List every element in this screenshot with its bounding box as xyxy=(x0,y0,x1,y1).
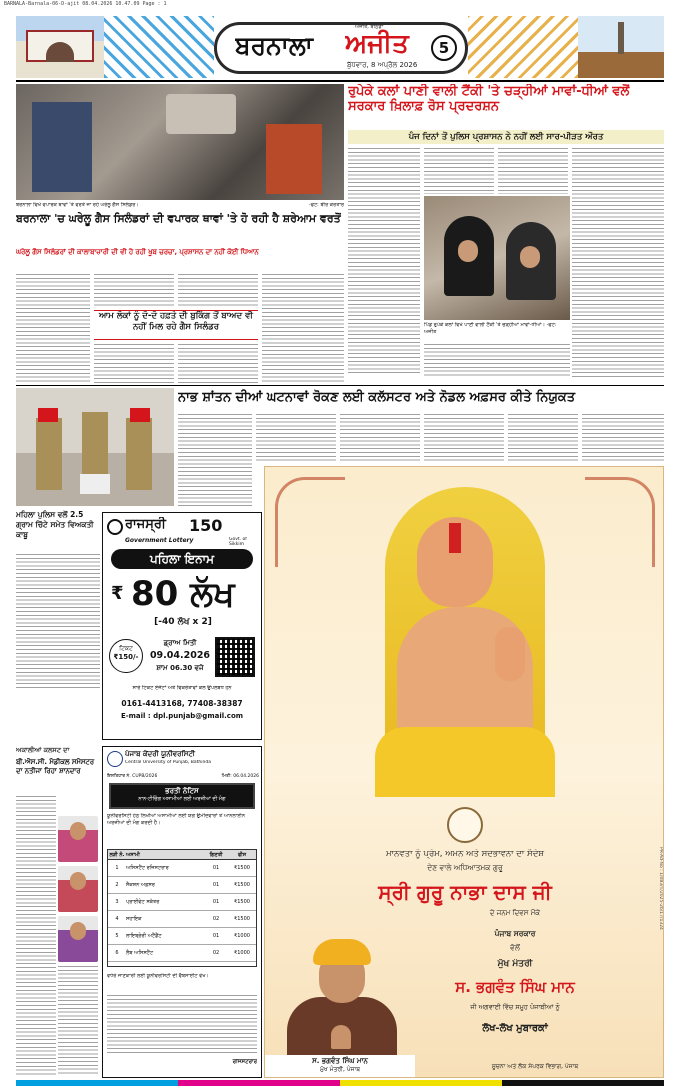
story2-body-col4 xyxy=(262,274,344,384)
story4-body xyxy=(16,554,100,688)
guru-name: ਸ੍ਰੀ ਗੁਰੂ ਨਾਭਾ ਦਾਸ ਜੀ xyxy=(378,880,552,904)
table-header-count: ਗਿਣਤੀ xyxy=(209,852,223,858)
lottery-draw-date: 09.04.2026 xyxy=(149,650,211,661)
table-cell: 3 xyxy=(115,899,119,905)
table-cell: ਲਾਇਬ੍ਰੇਰੀ ਅਟੈਂਡੈਂਟ xyxy=(126,933,162,939)
lottery-ad xyxy=(102,512,262,740)
university-notice-box xyxy=(109,783,255,809)
lottery-brand: ਰਾਜਸ੍ਰੀ xyxy=(125,517,166,532)
table-cell: ਅਸਿਸਟੈਂਟ ਰਜਿਸਟਰਾਰ xyxy=(126,865,169,871)
university-intro: ਯੂਨੀਵਰਸਿਟੀ ਹੇਠ ਲਿਖੀਆਂ ਅਸਾਮੀਆਂ ਲਈ ਯੋਗ ਉਮੀਦਵਾਰਾਂ ਤੋਂ ਆਨਲਾਈਨ ਅਰਜ਼ੀਆਂ ਦੀ ਮੰਗ ਕਰਦੀ ਹੈ। xyxy=(107,813,245,826)
table-row xyxy=(108,894,256,911)
govt-ad-ornament-right xyxy=(585,477,655,567)
story2-headline: ਬਰਨਾਲਾ 'ਚ ਘਰੇਲੂ ਗੈਸ ਸਿਲੰਡਰਾਂ ਦੀ ਵਪਾਰਕ ਥਾਵਾਂ 'ਤੇ ਹੋ ਰਹੀ ਹੈ ਸ਼ਰੇਆਮ ਵਰਤੋਂ xyxy=(16,212,341,225)
tank-photo-caption: ਪਿੰਡ ਰੁਪੇਕੇ ਕਲਾਂ ਵਿਖੇ ਪਾਣੀ ਵਾਲੀ ਟੈਂਕੀ 'ਤੇ ਚੜ੍ਹੀਆਂ ਮਾਵਾਂ-ਧੀਆਂ। -ਫੋਟੋ: ਅਜੀਤ xyxy=(424,322,557,335)
university-table xyxy=(107,849,257,967)
police-photo xyxy=(16,388,174,506)
student-photo-1 xyxy=(58,816,98,862)
lottery-ticket-badge xyxy=(109,639,143,673)
tank-protest-photo xyxy=(424,196,570,320)
lottery-prize-amount: 80 ਲੱਖ xyxy=(131,574,235,614)
masthead-banner xyxy=(214,22,468,74)
cm-caption-name: ਸ. ਭਗਵੰਤ ਸਿੰਘ ਮਾਨ xyxy=(312,1057,368,1065)
masthead-city: ਬਰਨਾਲਾ xyxy=(235,31,313,60)
lottery-draw-time: ਸ਼ਾਮ 06.30 ਵਜੇ xyxy=(156,664,204,672)
govt-ad xyxy=(264,466,664,1078)
story3-body-col2 xyxy=(256,414,336,462)
table-header-sr: ਲੜੀ ਨੰ. xyxy=(109,852,125,858)
table-cell: 01 xyxy=(212,933,220,939)
govt-greeting: ਲੱਖ-ਲੱਖ ਮੁਬਾਰਕਾਂ xyxy=(482,1023,548,1034)
table-row xyxy=(108,928,256,945)
student-photo-2 xyxy=(58,866,98,912)
table-row xyxy=(108,945,256,962)
story3-body-col6 xyxy=(582,414,664,462)
story2-body-col3 xyxy=(178,274,258,308)
lottery-footnote: ਸਾਰੇ ਟਿਕਟ ਏਜੰਟਾਂ ਅਤੇ ਵਿਕਰੇਤਾਵਾਂ ਕੋਲ ਉਪਲਬਧ ਹਨ xyxy=(132,685,232,691)
table-cell: 01 xyxy=(212,882,220,888)
university-date: ਮਿਤੀ: 06.04.2026 xyxy=(221,774,259,779)
lottery-brand-num: 150 xyxy=(189,516,223,535)
story3-body-col5 xyxy=(508,414,578,462)
university-box-line: ਨਾਨ-ਟੀਚਿੰਗ ਅਸਾਮੀਆਂ ਲਈ ਅਰਜ਼ੀਆਂ ਦੀ ਮੰਗ xyxy=(138,796,226,802)
cm-caption-title: ਮੁੱਖ ਮੰਤਰੀ, ਪੰਜਾਬ xyxy=(319,1066,361,1073)
masthead-edition: ਅਜੀਤ, ਬਠਿੰਡਾ xyxy=(355,24,384,30)
table-cell: 6 xyxy=(115,950,119,956)
masthead-pattern-left xyxy=(104,16,214,78)
story1-body-col4 xyxy=(572,148,664,378)
masthead-rule xyxy=(16,80,664,82)
govt-ro-number: PR-Ad-No : 1/083/T/2025-26/17/1324 xyxy=(658,847,663,930)
lottery-ticket-label: ਟਿਕਟ xyxy=(119,645,133,652)
govt-department: ਸੂਚਨਾ ਅਤੇ ਲੋਕ ਸੰਪਰਕ ਵਿਭਾਗ, ਪੰਜਾਬ xyxy=(491,1063,579,1070)
table-row xyxy=(108,911,256,928)
story2-body-col2 xyxy=(94,274,174,308)
masthead-tower-photo xyxy=(578,16,664,78)
cm-title: ਮੁੱਖ ਮੰਤਰੀ xyxy=(497,959,533,969)
university-ad xyxy=(102,746,262,1078)
university-footer: ਵਧੇਰੇ ਜਾਣਕਾਰੀ ਲਈ ਯੂਨੀਵਰਸਿਟੀ ਦੀ ਵੈੱਬਸਾਈਟ ਵੇਖੋ। xyxy=(107,973,209,979)
table-cell: 02 xyxy=(212,916,220,922)
print-color-strip xyxy=(16,1080,664,1086)
lottery-currency: ₹ xyxy=(111,583,124,604)
story1-headline: ਰੁਪੇਕੇ ਕਲਾਂ ਪਾਣੀ ਵਾਲੀ ਟੈਂਕੀ 'ਤੇ ਚੜ੍ਹੀਆਂ ਮਾਵਾਂ-ਧੀਆਂ ਵਲੋਂ ਸਰਕਾਰ ਖ਼ਿਲਾਫ਼ ਰੋਸ ਪ੍ਰਦਰਸ਼ਨ xyxy=(348,84,630,114)
lottery-phone: 0161-4413168, 77408-38387 xyxy=(121,699,243,708)
university-name: ਪੰਜਾਬ ਕੇਂਦਰੀ ਯੂਨੀਵਰਸਿਟੀ xyxy=(125,750,196,758)
lottery-first-prize-label: ਪਹਿਲਾ ਇਨਾਮ xyxy=(111,549,253,569)
table-cell: ਸਹਾਇਕ xyxy=(126,916,142,922)
lottery-email: E-mail : dpl.punjab@gmail.com xyxy=(120,712,244,720)
gas-photo-credit: -ਫੋਟੋ: ਬੀਰ ਕਰਤਾਰ xyxy=(308,202,344,208)
story1-subhead: ਪੰਜ ਦਿਨਾਂ ਤੋਂ ਪੁਲਿਸ ਪ੍ਰਸ਼ਾਸਨ ਨੇ ਨਹੀਂ ਲਈ ਸਾਰ-ਪੀੜਤ ਔਰਤ xyxy=(348,130,664,144)
table-cell: ਪ੍ਰਾਈਵੇਟ ਸਕੱਤਰ xyxy=(126,899,160,905)
table-cell: 4 xyxy=(115,916,119,922)
lottery-sub: Government Lottery xyxy=(125,537,194,544)
table-cell: 1 xyxy=(115,865,119,871)
cm-name: ਸ. ਭਗਵੰਤ ਸਿੰਘ ਮਾਨ xyxy=(455,978,575,996)
story5-headline: ਬੀ.ਐਸ.ਸੀ. ਮੈਡੀਕਲ ਸਮੈਸਟਰ ਦਾ ਨਤੀਜਾ ਰਿਹਾ ਸ਼ਾਨਦਾਰ xyxy=(16,758,94,775)
masthead-gate-photo xyxy=(16,16,104,78)
table-cell: ₹1500 xyxy=(234,865,250,871)
story3-body-col1 xyxy=(178,414,252,506)
govt-message-1: ਮਾਨਵਤਾ ਨੂੰ ਪ੍ਰੇਮ, ਅਮਨ ਅਤੇ ਸਦਭਾਵਨਾ ਦਾ ਸੰਦੇਸ਼ xyxy=(386,849,544,859)
story4-headline: ਮਹਿਲਾ ਪੁਲਿਸ ਵਲੋਂ 2.5 ਗ੍ਰਾਮ ਚਿੱਟੇ ਸਮੇਤ ਵਿਅਕਤੀ ਕਾਬੂ xyxy=(16,510,94,539)
story5-body xyxy=(16,796,56,1076)
govt-by: ਵੱਲੋਂ xyxy=(510,943,520,952)
story1-body-col1 xyxy=(348,148,420,376)
gas-photo-caption: ਬਰਨਾਲਾ ਵਿਖੇ ਵਪਾਰਕ ਥਾਵਾਂ 'ਤੇ ਵਰਤੇ ਜਾ ਰਹੇ ਘਰੇਲੂ ਗੈਸ ਸਿਲੰਡਰ। xyxy=(16,202,139,208)
print-slug: BARNALA-Barnala-06-D-ajit 08.04.2026 10.47.09 Page : 1 xyxy=(4,1,167,7)
table-cell: ₹1000 xyxy=(234,950,250,956)
masthead-pattern-right xyxy=(468,16,578,78)
story2-body-col6 xyxy=(178,344,258,384)
student-photo-3 xyxy=(58,916,98,962)
story5-body-2 xyxy=(58,966,98,1076)
govt-name: ਪੰਜਾਬ ਸਰਕਾਰ xyxy=(494,929,536,938)
story2-subhead: ਘਰੇਲੂ ਗੈਸ ਸਿਲੰਡਰਾਂ ਦੀ ਕਾਲਾਬਾਜ਼ਾਰੀ ਦੀ ਵੀ ਹੋ ਰਹੀ ਖੂਬ ਚਰਚਾ, ਪ੍ਰਸ਼ਾਸਨ ਦਾ ਨਹੀਂ ਕੋਈ ਧਿਆਨ xyxy=(16,248,259,256)
mid-rule xyxy=(16,385,664,386)
gas-pull-quote: ਆਮ ਲੋਕਾਂ ਨੂੰ ਦੋ-ਦੋ ਹਫ਼ਤੇ ਦੀ ਬੁਕਿੰਗ ਤੋਂ ਬਾਅਦ ਵੀ ਨਹੀਂ ਮਿਲ ਰਹੇ ਗੈਸ ਸਿਲੰਡਰ xyxy=(94,310,258,340)
table-row xyxy=(108,877,256,894)
govt-on-behalf: ਜੀ ਅਗਵਾਈ ਵਿੱਚ ਸਮੂਹ ਪੰਜਾਬੀਆਂ ਨੂੰ xyxy=(470,1003,560,1011)
table-cell: ਸੈਕਸ਼ਨ ਅਫ਼ਸਰ xyxy=(126,882,155,888)
govt-message-2: ਦੇਣ ਵਾਲੇ ਅਧਿਆਤਮਕ ਗੁਰੂ xyxy=(427,863,503,872)
table-cell: ₹1500 xyxy=(234,882,250,888)
masthead-date: ਬੁੱਧਵਾਰ, 8 ਅਪ੍ਰੈਲ 2026 xyxy=(347,61,418,69)
university-advt-no: ਇਸ਼ਤਿਹਾਰ ਨੰ. CUPB/2026 xyxy=(107,774,158,779)
university-name-en: Central University of Punjab, Bathinda xyxy=(125,760,211,765)
story2-body-col1 xyxy=(16,274,90,384)
table-header-post: ਅਸਾਮੀ xyxy=(126,852,140,858)
lottery-ticket-price: ₹150/- xyxy=(113,653,139,661)
table-cell: 01 xyxy=(212,865,220,871)
guru-portrait xyxy=(345,487,585,797)
masthead xyxy=(16,16,664,78)
govt-occasion: ਦੇ ਜਨਮ ਦਿਵਸ ਮੌਕੇ xyxy=(489,909,541,917)
lottery-qr-code xyxy=(215,637,255,677)
university-box-title: ਭਰਤੀ ਨੋਟਿਸ xyxy=(165,787,199,795)
table-cell: 2 xyxy=(115,882,119,888)
university-logo-icon xyxy=(107,751,123,767)
story5-kicker: ਅਕਾਲੀਆਂ ਕਲਸਟ ਦਾ xyxy=(16,746,70,754)
govt-ad-ornament-left xyxy=(275,477,345,567)
table-cell: ₹1500 xyxy=(234,916,250,922)
table-header-fee: ਫੀਸ xyxy=(237,852,247,858)
lottery-draw-label: ਡ੍ਰਾਅ ਮਿਤੀ xyxy=(163,639,197,647)
story1-body-col3 xyxy=(498,148,568,194)
story1-body-bottom xyxy=(424,344,570,378)
story3-body-col4 xyxy=(424,414,504,462)
table-cell: ₹1500 xyxy=(234,899,250,905)
lottery-logo-icon xyxy=(107,519,123,535)
gas-cylinder-photo xyxy=(16,84,344,200)
story3-body-col3 xyxy=(340,414,420,462)
university-signature: ਰਜਿਸਟਰਾਰ xyxy=(232,1059,257,1065)
punjab-emblem-icon xyxy=(447,807,483,843)
university-fine-print xyxy=(107,995,257,1055)
story3-headline: ਨਾਭ ਸ਼ਾਂਤਨ ਦੀਆਂ ਘਟਨਾਵਾਂ ਰੋਕਣ ਲਈ ਕਲੱਸਟਰ ਅਤੇ ਨੋਡਲ ਅਫ਼ਸਰ ਕੀਤੇ ਨਿਯੁਕਤ xyxy=(178,390,576,405)
masthead-paper: ਅਜੀਤ xyxy=(345,29,409,59)
table-cell: 5 xyxy=(115,933,119,939)
lottery-prize-split: [-40 ਲੱਖ x 2] xyxy=(154,617,212,627)
page-number-badge: 5 xyxy=(431,35,457,61)
university-table-header xyxy=(108,850,256,860)
story1-body-col2 xyxy=(424,148,494,194)
table-cell: 02 xyxy=(212,950,220,956)
table-cell: ₹1000 xyxy=(234,933,250,939)
lottery-gov: Govt. of Sikkim xyxy=(229,537,247,546)
cm-photo-caption xyxy=(265,1055,415,1078)
story2-body-col5 xyxy=(94,344,174,384)
university-table-body xyxy=(108,860,256,962)
table-cell: 01 xyxy=(212,899,220,905)
table-row xyxy=(108,860,256,877)
table-cell: ਲੈਬ ਅਸਿਸਟੈਂਟ xyxy=(126,950,154,956)
